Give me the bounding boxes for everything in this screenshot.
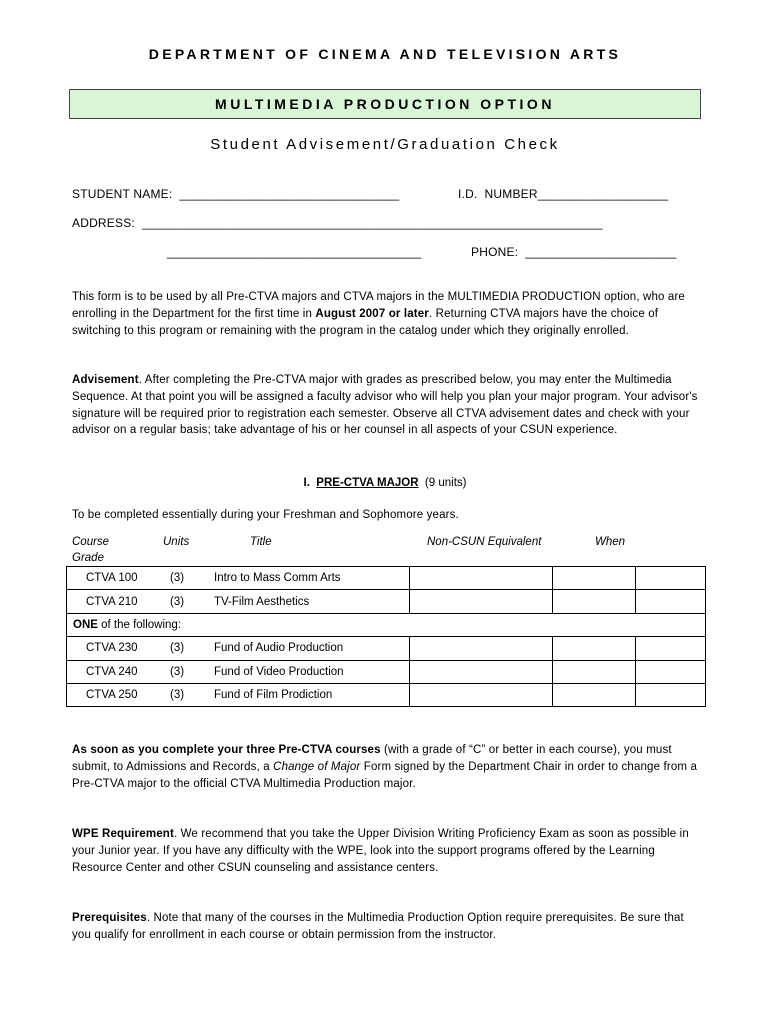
equivalent-cell[interactable] xyxy=(410,567,553,590)
phone-field[interactable]: PHONE: ______________________ xyxy=(471,245,677,259)
department-title: DEPARTMENT OF CINEMA AND TELEVISION ARTS xyxy=(148,46,622,62)
course-units: (3) xyxy=(170,683,214,706)
col-header-when: When xyxy=(595,536,626,548)
change-of-major-paragraph: As soon as you complete your three Pre-CTVA courses (with a grade of “C” or better in each course), you must submit, to Admissions and Records, a Change of Major Form signed by the Department Chair in order to change from a Pre-CTVA major to the official CTVA Multimedia Production major. xyxy=(72,744,697,790)
table-row xyxy=(67,637,706,660)
col-header-course: Course xyxy=(72,536,110,548)
student-name-field[interactable]: STUDENT NAME: ________________________________ xyxy=(72,187,400,201)
wpe-paragraph: WPE Requirement. We recommend that you take the Upper Division Writing Proficiency Exam as soon as possible in your Junior year. If you have any difficulty with the WPE, look into the support programs offered by the Learning Resource Center and other CSUN counseling and assistance centers. xyxy=(72,828,689,874)
course-units: (3) xyxy=(170,637,214,660)
course-table xyxy=(66,566,706,707)
address-field[interactable]: ADDRESS: ___________________________________________________________________ xyxy=(72,216,603,230)
advisement-paragraph: Advisement. After completing the Pre-CTVA major with grades as prescribed below, you may enter the Multimedia Sequence. At that point you will be assigned a faculty advisor who will help you plan your major program. Your advisor's signature will be required prior to registration each semester. Observe all CTVA advisement dates and check with your advisor on a regular basis; take advantage of his or her counsel in all aspects of your CSUN experience. xyxy=(72,374,698,437)
table-row xyxy=(67,683,706,706)
when-cell[interactable] xyxy=(553,590,636,613)
table-row xyxy=(67,567,706,590)
prerequisites-paragraph: Prerequisites. Note that many of the courses in the Multimedia Production Option require prerequisites. Be sure that you qualify for enrollment in each course or obtain permission from the instructor. xyxy=(72,912,684,941)
col-header-equivalent: Non-CSUN Equivalent xyxy=(427,536,542,548)
when-cell[interactable] xyxy=(553,637,636,660)
prerequisites-label: Prerequisites xyxy=(72,912,147,924)
grade-cell[interactable] xyxy=(636,660,706,683)
option-title-box: MULTIMEDIA PRODUCTION OPTION xyxy=(69,89,701,119)
table-row-one-of xyxy=(67,613,706,636)
when-cell[interactable] xyxy=(553,660,636,683)
when-cell[interactable] xyxy=(553,567,636,590)
course-title: Intro to Mass Comm Arts xyxy=(214,567,410,590)
col-header-grade: Grade xyxy=(72,552,104,564)
section-heading: I. PRE-CTVA MAJOR (9 units) xyxy=(303,477,467,489)
table-row xyxy=(67,590,706,613)
course-title: Fund of Audio Production xyxy=(214,637,410,660)
col-header-units: Units xyxy=(163,536,190,548)
col-header-title: Title xyxy=(250,536,272,548)
course-code: CTVA 210 xyxy=(67,590,171,613)
course-units: (3) xyxy=(170,660,214,683)
course-units: (3) xyxy=(170,590,214,613)
course-code: CTVA 100 xyxy=(67,567,171,590)
when-cell[interactable] xyxy=(553,683,636,706)
grade-cell[interactable] xyxy=(636,637,706,660)
wpe-label: WPE Requirement xyxy=(72,828,174,840)
address-line2-field[interactable]: _____________________________________ xyxy=(167,245,422,259)
equivalent-cell[interactable] xyxy=(410,637,553,660)
course-code: CTVA 230 xyxy=(67,637,171,660)
course-title: Fund of Film Prodiction xyxy=(214,683,410,706)
intro-paragraph: This form is to be used by all Pre-CTVA majors and CTVA majors in the MULTIMEDIA PRODUCTION option, who are enrolling in the Department for the first time in August 2007 or later. Returning CTVA majors have the choice of switching to this program or remaining with the program in the catalog under which they originally enrolled. xyxy=(72,291,685,337)
course-title: Fund of Video Production xyxy=(214,660,410,683)
id-number-field[interactable]: I.D. NUMBER___________________ xyxy=(458,187,669,201)
equivalent-cell[interactable] xyxy=(410,683,553,706)
grade-cell[interactable] xyxy=(636,567,706,590)
equivalent-cell[interactable] xyxy=(410,590,553,613)
one-of-the-following: ONE of the following: xyxy=(67,613,706,636)
equivalent-cell[interactable] xyxy=(410,660,553,683)
course-units: (3) xyxy=(170,567,214,590)
section-note: To be completed essentially during your Freshman and Sophomore years. xyxy=(72,509,459,521)
form-subtitle: Student Advisement/Graduation Check xyxy=(210,136,560,153)
table-row xyxy=(67,660,706,683)
course-title: TV-Film Aesthetics xyxy=(214,590,410,613)
advisement-label: Advisement xyxy=(72,374,139,386)
course-code: CTVA 240 xyxy=(67,660,171,683)
course-code: CTVA 250 xyxy=(67,683,171,706)
grade-cell[interactable] xyxy=(636,683,706,706)
grade-cell[interactable] xyxy=(636,590,706,613)
